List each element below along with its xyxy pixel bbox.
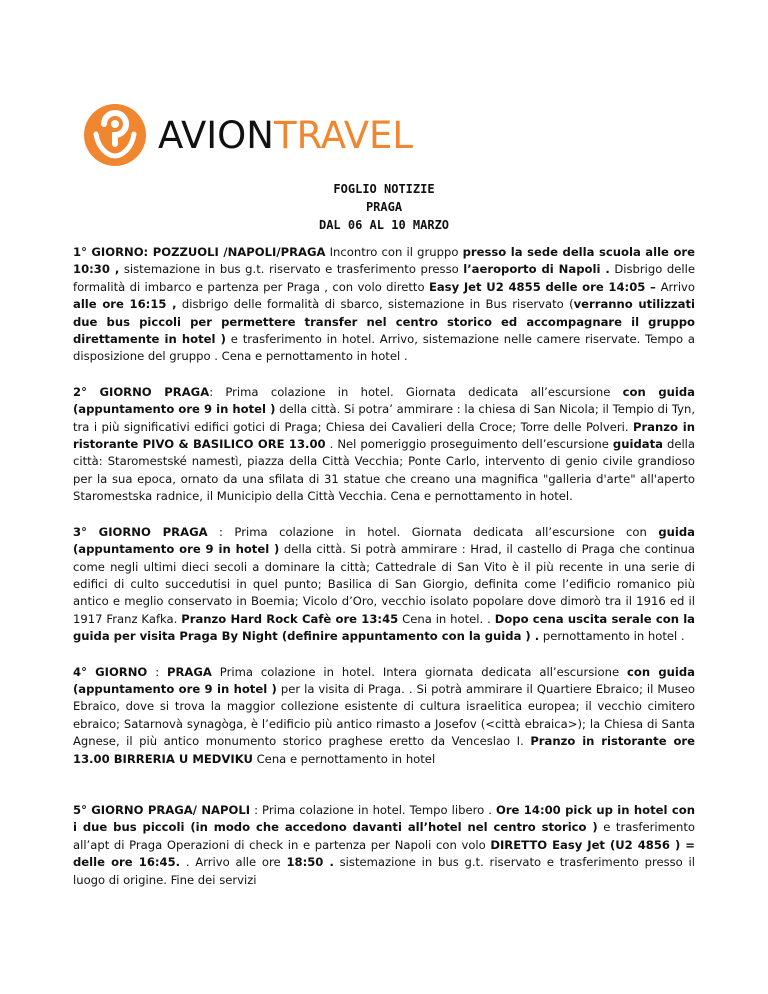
header-destination: PRAGA (365, 200, 403, 214)
day-1-text-segment: verranno utilizzati due bus piccoli per permettere transfer nel centro storico ed accompagnare il gruppo direttamente in hotel ) (73, 297, 695, 347)
day-2-text-segment: : Prima colazione in hotel. Giornata dedicata all’escursione (209, 384, 623, 399)
day-3-text-segment: Cena in hotel. . (398, 611, 495, 626)
day-2-text-segment: della città. Si potra’ ammirare : la chiesa di San Nicola; il Tempio di Tyn, tra i più significativi edifici gotici di Praga; Chiesa dei Cavalieri della Croce; Torre delle Polveri. (73, 402, 696, 434)
day-2-text-segment: con guida (appuntamento ore 9 in hotel ) (73, 384, 696, 417)
day-4-text-segment: per la visita di Praga. . Si potrà ammirare il Quartiere Ebraico; il Museo Ebraico, dove si trova la maggior collezione esistente di cultura israelitica europea; il vecchio cimitero ebraico; Satarnovà synagòga, è l’edificio più antico rimasto a Josefov (<città ebraica>); la Chiesa di Santa Agnese, il più antico monumento storico praghese eretto da Venceslao I. (73, 681, 695, 749)
header-title: FOGLIO NOTIZIE (333, 182, 435, 196)
day-1-text-segment: Incontro con il gruppo (325, 245, 463, 259)
day-5-text-segment: Ore 14:00 pick up in hotel con i due bus piccoli (in modo che accedono davanti all’hotel nel centro storico ) (73, 802, 695, 835)
day-1-text-segment: presso la sede della scuola alle ore 10:30 , (73, 245, 695, 277)
document-header (0, 180, 768, 234)
day-5-text-segment: 18:50 . (286, 855, 334, 870)
day-4-text-segment: con guida (appuntamento ore 9 in hotel ) (73, 664, 696, 696)
day-1-text-segment: Arrivo (660, 279, 695, 294)
day-4-paragraph (73, 664, 695, 768)
day-2-text-segment: guidata (612, 437, 663, 452)
day-4-text-segment: Prima colazione in hotel. Intera giornata dedicata all’escursione (211, 664, 628, 679)
day-3-text-segment: della città. Si potrà ammirare : Hrad, il castello di Praga che continua come negli ultimi dieci secoli a dominare la città; Cattedrale di San Vito è il più recente in una serie di edifici di culto succedutisi in quel punto; Basilica di San Giorgio, definita come l’edificio romanico più antico e meglio conservato in Boemia; Vicolo d’Oro, vecchio isolato popolare dove dimorò tra il 1916 ed il 1917 Franz Kafka. (73, 542, 696, 626)
day-1-text-segment: Easy Jet U2 4855 delle ore 14:05 – (428, 279, 661, 294)
day-5-text-segment: . Arrivo alle ore (180, 855, 287, 870)
day-1-text-segment: disbrigo delle formalità di sbarco, sistemazione in Bus riservato ( (176, 297, 574, 312)
day-2-text-segment: 2° GIORNO PRAGA (73, 384, 210, 399)
day-5-text-segment: sistemazione in bus g.t. riservato e trasferimento presso il luogo di origine. Fine dei servizi (73, 855, 695, 887)
day-5-text-segment: : Prima colazione in hotel. Tempo libero . (250, 802, 496, 817)
day-3-text-segment: : Prima colazione in hotel. Giornata dedicata all’escursione con (207, 524, 659, 539)
day-4-text-segment: Pranzo in ristorante ore 13.00 BIRRERIA U MEDVIKU (73, 734, 696, 766)
day-2-text-segment: Pranzo in ristorante PIVO & BASILICO ORE 13.00 (73, 419, 695, 452)
itinerary (73, 244, 695, 907)
day-4-text-segment: PRAGA (167, 664, 212, 679)
day-1-text-segment: alle ore 16:15 , (73, 297, 177, 312)
day-1-text-segment: 1° GIORNO: POZZUOLI /NAPOLI/PRAGA (73, 245, 326, 259)
day-1-text-segment: l’aeroporto di Napoli . (463, 262, 610, 277)
day-3-text-segment: Dopo cena uscita serale con la guida per visita Praga By Night (definire appuntamento con la guida ) . (73, 611, 696, 644)
header-dates: DAL 06 AL 10 MARZO (318, 218, 450, 232)
day-5-text-segment: DIRETTO Easy Jet (U2 4856 ) = delle ore 16:45. (73, 837, 695, 870)
logo-wordmark (158, 116, 413, 156)
day-4-text-segment: : (147, 664, 167, 679)
day-3-paragraph (73, 524, 695, 646)
day-3-text-segment: Pranzo Hard Rock Cafè ore 13:45 (181, 611, 399, 626)
day-3-text-segment: pernottamento in hotel . (539, 629, 685, 644)
logo-word-avion: AVION (158, 114, 274, 157)
avion-travel-logo (84, 104, 414, 166)
logo-mark-icon (84, 104, 146, 166)
day-3-text-segment: guida (appuntamento ore 9 in hotel ) (73, 524, 695, 557)
day-2-paragraph (73, 384, 695, 506)
day-2-text-segment: della città: Staromestské namestì, piazza della Città Vecchia; Ponte Carlo, intervento di genio civile grandioso per la sua epoca, ornato da una sfilata di 31 statue che creano una magnifica "galleria d'arte" all'aperto Staromestska radnice, il Municipio della Città Vecchia. Cena e pernottamento in hotel. (73, 437, 695, 504)
day-5-paragraph (73, 802, 695, 889)
day-1-text-segment: Disbrigo delle formalità di imbarco e partenza per Praga , con volo diretto (73, 262, 695, 294)
day-1-paragraph (73, 244, 695, 366)
day-3-text-segment: 3° GIORNO PRAGA (73, 524, 208, 539)
day-5-text-segment: e trasferimento all’apt di Praga Operazioni di check in e partenza per Napoli con volo (73, 820, 696, 852)
day-5-text-segment: 5° GIORNO PRAGA/ NAPOLI (73, 802, 251, 817)
day-4-text-segment: Cena e pernottamento in hotel (252, 751, 436, 766)
day-2-text-segment: . Nel pomeriggio proseguimento dell’escursione (325, 437, 613, 452)
day-1-text-segment: sistemazione in bus g.t. riservato e trasferimento presso (119, 262, 464, 277)
day-4-text-segment: 4° GIORNO (73, 664, 148, 679)
logo-word-travel: TRAVEL (273, 114, 414, 157)
day-1-text-segment: e trasferimento in hotel. Arrivo, sistemazione nelle camere riservate. Tempo a disposizione del gruppo . Cena e pernottamento in hotel . (73, 332, 695, 364)
